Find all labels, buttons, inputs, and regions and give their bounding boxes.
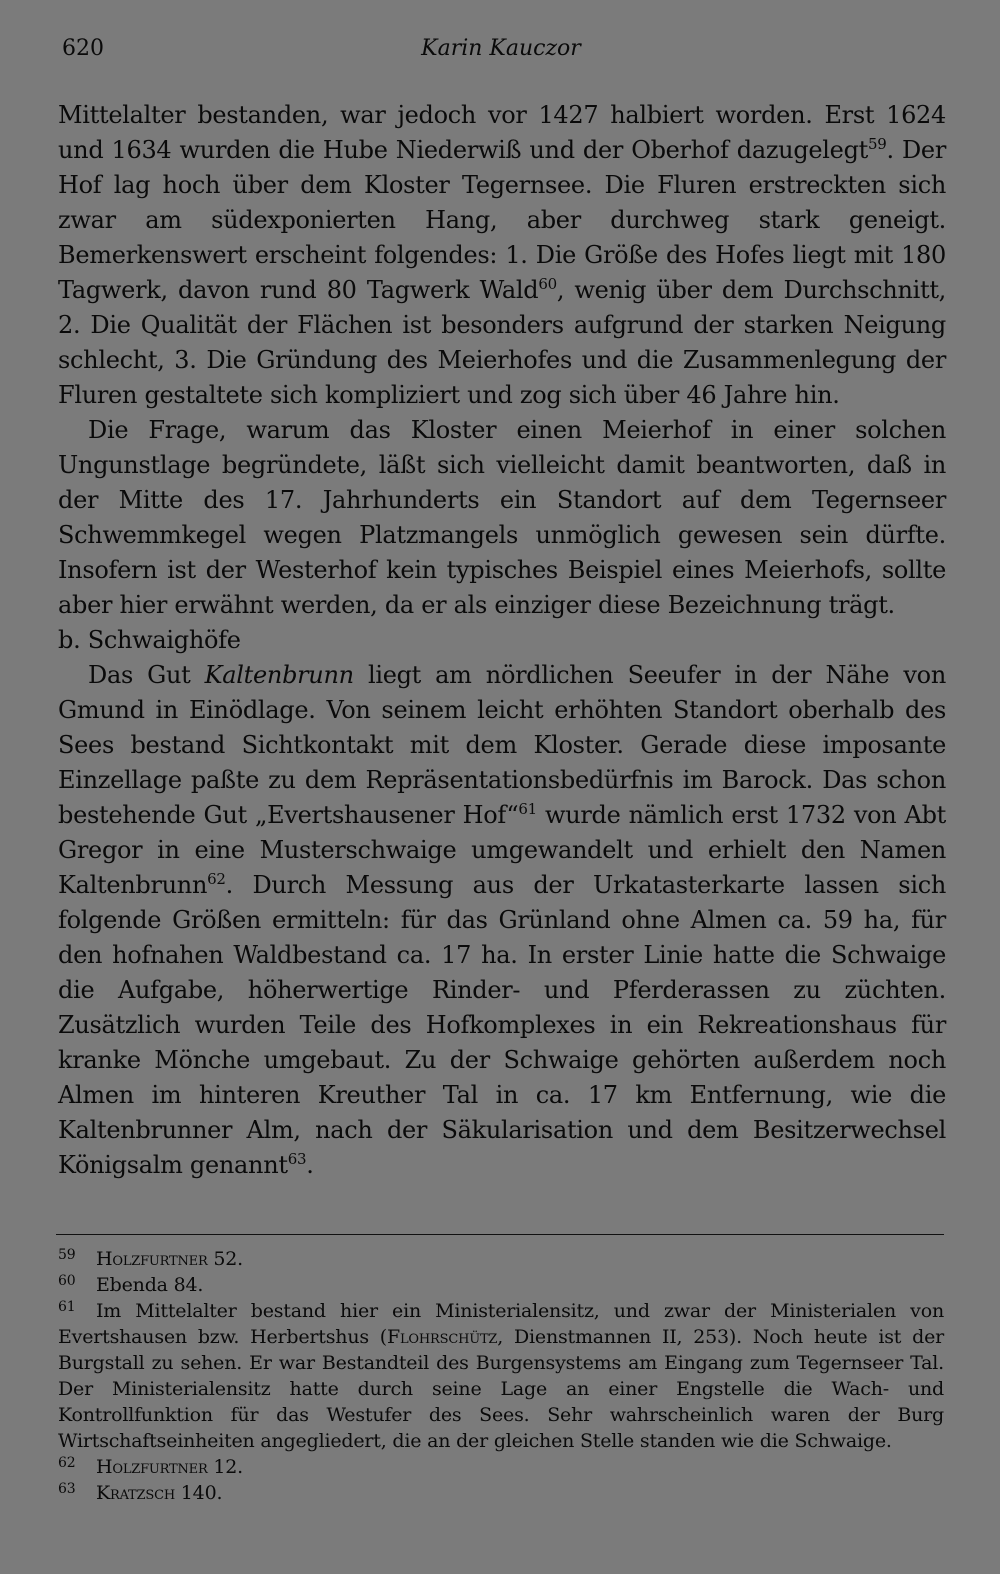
footnote-text: Kratzsch 140. (96, 1482, 223, 1504)
section-heading: b. Schwaighöfe (58, 626, 241, 654)
footnote-text: Im Mittelalter bestand hier ein Ministerialensitz, und zwar der Ministerialen von Evertshausen bzw. Herbertshus ( (58, 1300, 944, 1348)
text-run: . (306, 1151, 314, 1179)
footnote-text: Holzfurtner 12. (96, 1456, 244, 1478)
footnote-text: Ebenda 84. (96, 1274, 204, 1296)
main-text (58, 98, 946, 1183)
footnote-text: , Dienstmannen II, 253). Noch heute ist der Burgstall zu sehen. Er war Bestandteil des Burgensystems am Eingang zum Tegernseer Tal. Der Ministerialensitz hatte durch seine Lage an einer Engstelle die Wach- und Kontrollfunktion für das Westufer des Sees. Sehr wahrscheinlich waren der Burg Wirtschaftseinheiten angegliedert, die an der gleichen Stelle standen wie die Schwaige. (58, 1326, 944, 1452)
footnote-63: 63 Kratzsch 140. (58, 1481, 223, 1504)
footnote-ref-63[interactable]: 63 (287, 1150, 307, 1168)
text-run: liegt am nördlichen Seeufer in der Nähe von Gmund in Einödlage. Von seinem leicht erhöhten Standort oberhalb des Sees bestand Sichtkontakt mit dem Kloster. Gerade diese imposante Einzellage paßte zu dem Repräsentationsbedürfnis im Barock. Das schon bestehende Gut „Evertshausener Hof“ (58, 661, 946, 829)
text-run: wurde nämlich erst 1732 von Abt Gregor in eine Musterschwaige umgewandelt und erhielt den Namen Kaltenbrunn (58, 801, 947, 899)
footnote-59: 59 Holzfurtner 52. (58, 1247, 244, 1270)
footnote-ref-60[interactable]: 60 (538, 275, 557, 293)
page-number: 620 (62, 36, 104, 61)
text-run: . Der Hof lag hoch über dem Kloster Tegernsee. Die Fluren erstreckten sich zwar am südexponierten Hang, aber durchweg stark geneigt. Bemerkenswert erscheint folgendes: 1. Die Größe des Hofes liegt mit 180 Tagwerk, davon rund 80 Tagwerk Wald (58, 136, 946, 304)
footnote-ref-61[interactable]: 61 (518, 800, 537, 818)
running-title: Karin Kauczor (421, 36, 581, 61)
place-name-italic: Kaltenbrunn (204, 661, 354, 689)
page-header (62, 36, 940, 66)
author-name: Flohrschütz (387, 1326, 498, 1348)
footnote-61: 61 Im Mittelalter bestand hier ein Ministerialensitz, und zwar der Ministerialen von Evertshausen bzw. Herbertshus (Flohrschütz, Dienstmannen II, 253). Noch heute ist der Burgstall zu sehen. Er war Bestandteil des Burgensystems am Eingang zum Tegernseer Tal. Der Ministerialensitz hatte durch seine Lage an einer Engstelle die Wach- und Kontrollfunktion für das Westufer des Sees. Sehr wahrscheinlich waren der Burg Wirtschaftseinheiten angegliedert, die an der gleichen Stelle standen wie die Schwaige. (58, 1299, 944, 1452)
text-run: Das Gut (88, 661, 205, 689)
footnote-60: 60 Ebenda 84. (58, 1273, 204, 1296)
text-run: , wenig über dem Durchschnitt, 2. Die Qualität der Flächen ist besonders aufgrund der starken Neigung schlecht, 3. Die Gründung des Meierhofes und die Zusammenlegung der Fluren gestaltete sich kompliziert und zog sich über 46 Jahre hin. (58, 276, 946, 409)
footnote-ref-59[interactable]: 59 (868, 135, 887, 153)
footnotes (58, 1246, 944, 1506)
footnote-62: 62 Holzfurtner 12. (58, 1455, 244, 1478)
footnote-ref-62[interactable]: 62 (207, 870, 226, 888)
paragraph-1 (58, 98, 946, 413)
footnote-text: Holzfurtner 52. (96, 1248, 244, 1270)
paragraph-3 (58, 658, 946, 1183)
text-run: Mittelalter bestanden, war jedoch vor 1427 halbiert worden. Erst 1624 und 1634 wurden die Hube Niederwiß und der Oberhof dazugelegt (58, 101, 946, 164)
footnote-divider (56, 1234, 944, 1235)
paragraph-2: Die Frage, warum das Kloster einen Meierhof in einer solchen Ungunstlage begründete, läßt sich vielleicht damit beantworten, daß in der Mitte des 17. Jahrhunderts ein Standort auf dem Tegernseer Schwemmkegel wegen Platzmangels unmöglich gewesen sein dürfte. Insofern ist der Westerhof kein typisches Beispiel eines Meierhofs, sollte aber hier erwähnt werden, da er als einziger diese Bezeichnung trägt. (58, 416, 946, 619)
text-run: . Durch Messung aus der Urkatasterkarte lassen sich folgende Größen ermitteln: für das Grünland ohne Almen ca. 59 ha, für den hofnahen Waldbestand ca. 17 ha. In erster Linie hatte die Schwaige die Aufgabe, höherwertige Rinder- und Pferderassen zu züchten. Zusätzlich wurden Teile des Hofkomplexes in ein Rekreationshaus für kranke Mönche umgebaut. Zu der Schwaige gehörten außerdem noch Almen im hinteren Kreuther Tal in ca. 17 km Entfernung, wie die Kaltenbrunner Alm, nach der Säkularisation und dem Besitzerwechsel Königsalm genannt (58, 871, 946, 1179)
